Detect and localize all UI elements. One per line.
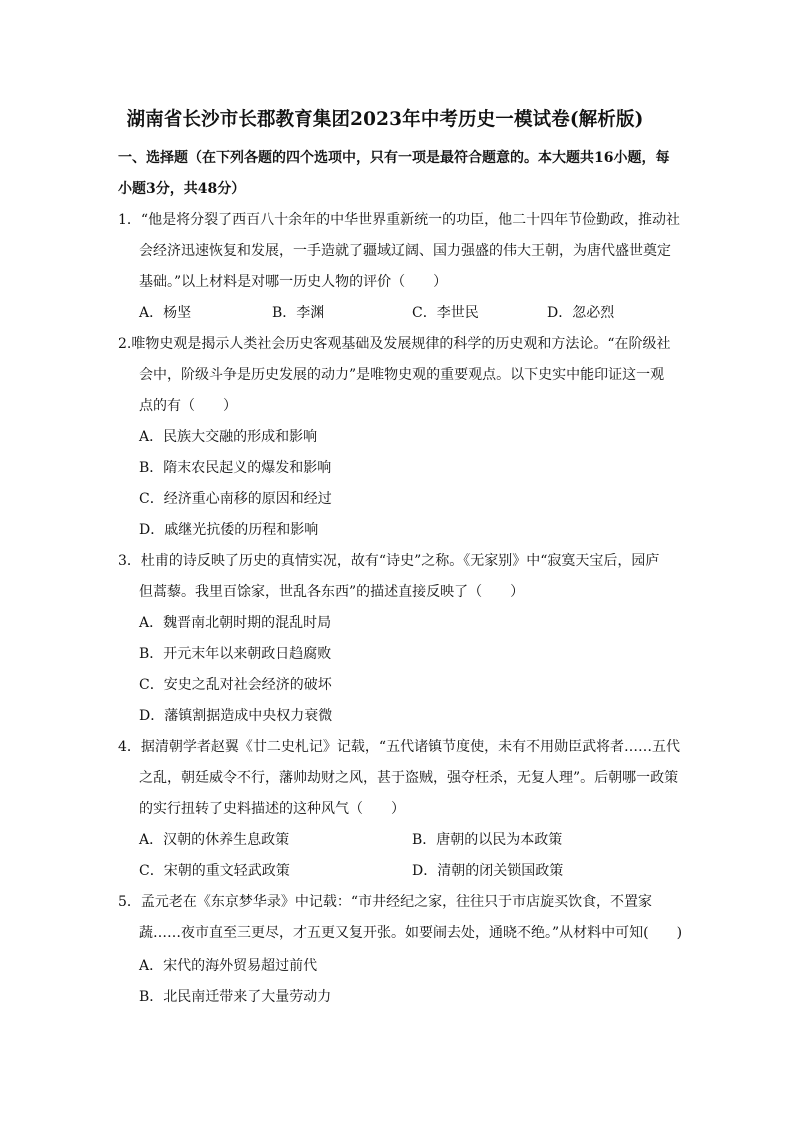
section-heading-line-2: 小题3分，共48分） — [118, 181, 246, 197]
question-3-line-1: 3．杜甫的诗反映了历史的真情实况，故有“诗史”之称。《无家别》中“寂寞天宝后，园庐 — [118, 553, 660, 569]
question-4-option-d: D．清朝的闭关锁国政策 — [412, 863, 564, 879]
question-1-line-2: 会经济迅速恢复和发展，一手造就了疆域辽阔、国力强盛的伟大王朝，为唐代盛世奠定 — [139, 243, 671, 259]
question-3-option-d: D．藩镇割据造成中央权力衰微 — [139, 708, 333, 724]
question-1-option-a: A．杨坚 — [139, 305, 192, 321]
question-3-option-c: C．安史之乱对社会经济的破坏 — [139, 677, 332, 693]
section-heading-line-1: 一、选择题（在下列各题的四个选项中，只有一项是最符合题意的。本大题共16小题，每 — [118, 150, 670, 166]
question-2-line-3: 点的有（ ） — [139, 398, 237, 414]
question-4-option-b: B．唐朝的以民为本政策 — [412, 832, 563, 848]
question-5-line-1: 5．孟元老在《东京梦华录》中记载：“市井经纪之家，往往只于市店旋买饮食，不置家 — [118, 894, 653, 910]
question-5-option-b: B．北民南迁带来了大量劳动力 — [139, 989, 332, 1005]
question-2-option-d: D．戚继光抗倭的历程和影响 — [139, 522, 319, 538]
question-2-line-1: 2.唯物史观是揭示人类社会历史客观基础及发展规律的科学的历史观和方法论。“在阶级社 — [118, 336, 671, 352]
question-2-option-c: C．经济重心南移的原因和经过 — [139, 491, 332, 507]
question-4-line-2: 之乱，朝廷威令不行，藩帅劫财之风，甚于盗贼，强夺枉杀，无复人理”。后朝哪一政策 — [139, 770, 679, 786]
question-3-option-b: B．开元末年以来朝政日趋腐败 — [139, 646, 332, 662]
question-1-line-1: 1．“他是将分裂了西百八十余年的中华世界重新统一的功臣，他二十四年节俭勤政，推动社 — [118, 212, 681, 228]
question-1-option-d: D．忽必烈 — [547, 305, 615, 321]
question-3-line-2: 但蒿藜。我里百馀家，世乱各东西”的描述直接反映了（ ） — [139, 584, 525, 600]
question-4-line-3: 的实行扭转了史料描述的这种风气（ ） — [139, 801, 405, 817]
question-1-option-b: B．李渊 — [272, 305, 325, 321]
question-4-option-c: C．宋朝的重文轻武政策 — [139, 863, 290, 879]
question-5-line-2: 蔬……夜市直至三更尽，才五更又复开张。如要闹去处，通晓不绝。”从材料中可知( ) — [139, 925, 683, 941]
question-1-option-c: C．李世民 — [412, 305, 479, 321]
question-2-option-b: B．隋末农民起义的爆发和影响 — [139, 460, 332, 476]
question-2-option-a: A．民族大交融的形成和影响 — [139, 429, 318, 445]
page-title: 湖南省长沙市长郡教育集团2023年中考历史一模试卷(解析版) — [126, 108, 644, 130]
question-1-line-3: 基础。”以上材料是对哪一历史人物的评价（ ） — [139, 274, 448, 290]
question-3-option-a: A．魏晋南北朝时期的混乱时局 — [139, 615, 332, 631]
question-4-line-1: 4．据清朝学者赵翼《廿二史札记》记载，“五代诸镇节度使，未有不用勋臣武将者……五代 — [118, 739, 681, 755]
question-2-line-2: 会中，阶级斗争是历史发展的动力”是唯物史观的重要观点。以下史实中能印证这一观 — [139, 367, 665, 383]
question-4-option-a: A．汉朝的休养生息政策 — [139, 832, 290, 848]
question-5-option-a: A．宋代的海外贸易超过前代 — [139, 958, 318, 974]
